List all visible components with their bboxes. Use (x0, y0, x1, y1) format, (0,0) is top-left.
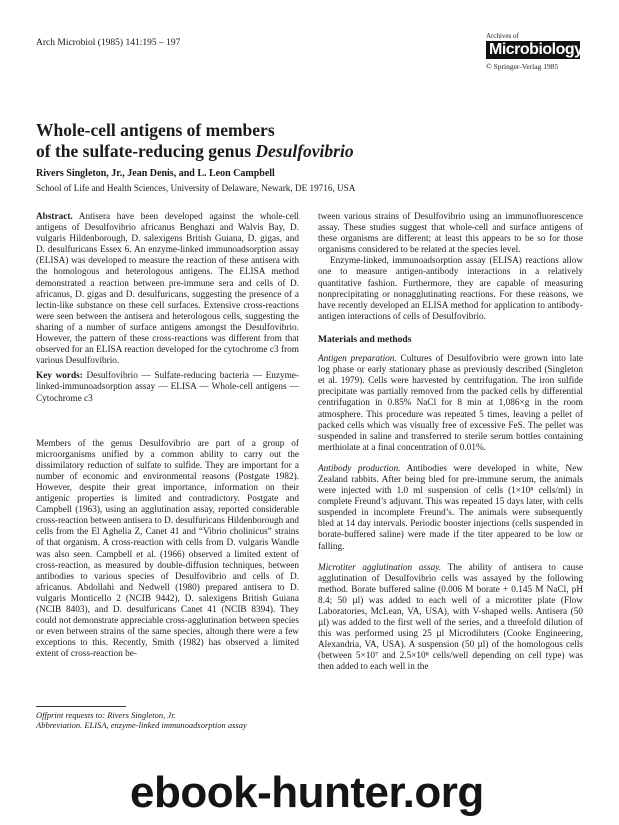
copyright: © Springer-Verlag 1985 (486, 62, 559, 71)
watermark: ebook-hunter.org (130, 768, 484, 817)
title-genus: Desulfovibrio (255, 141, 354, 161)
footnotes (36, 710, 299, 730)
abstract (36, 212, 299, 367)
title-line-1: Whole-cell antigens of members (36, 120, 275, 140)
elisa-paragraph: Enzyme-linked, immunoadsorption assay (ELISA) reactions allow one to measure antigen-antibody interactions in a relatively quantitative fashion. Furthermore, they are capable of measuring nonprecipitating or nonagglutinating reactions. For these reasons, we have recently developed an ELISA method for application to antibody-antigen interactions of cells of Desulfovibrio. (318, 256, 583, 322)
microtiter-paragraph: Microtiter agglutination assay. The ability of antisera to cause agglutination of Desulfovibrio cells was assayed by the following method. Borate buffered saline (0.006 M borate + 0.145 M NaCl, pH 8.4; 50 µl) was added to each well of a microtiter plate (Flow Laboratories, McLean, VA, USA), with V-shaped wells. Antisera (50 µl) was added to the first well of the series, and a threefold dilution of this was performed using 25 µl Microdiluters (Cooke Engineering, Alexandria, VA, USA). A suspension (50 µl) of the homologous cells (between 5×10⁷ and 2.5×10⁸ cells/well depending on cell type) was then added to each well in the (318, 562, 583, 673)
journal-logo (486, 32, 583, 71)
journal-name-large: Microbiology (486, 41, 580, 59)
abstract-label: Abstract. (36, 212, 73, 222)
section-heading-methods: Materials and methods (318, 334, 412, 345)
footnote-abbreviation: Abbreviation. ELISA, enzyme-linked immunoadsorption assay (36, 720, 247, 730)
microtiter-label: Microtiter agglutination assay. (318, 562, 442, 573)
footnote-divider (36, 706, 126, 707)
abstract-text: Antisera have been developed against the whole-cell antigens of Desulfovibrio africanus Benghazi and Walvis Bay, D. vulgaris Hildenborough, D. salexigens British Guiana, D. gigas, and D. desulfuricans Essex 6. An enzyme-linked immunoadsorption assay (ELISA) was developed to measure the reaction of these antisera with the homologous and heterologous antigens. The ELISA method demonstrated a reaction between pre-immune sera and cells of D. africanus, D. gigas and D. desulfuricans, suggesting the presence of a lectin-like substance on these cell surfaces. Extensive cross-reactions were seen between the antisera and heterologous cells, suggesting the sharing of a number of surface antigens amongst the Desulfovibrio. However, the pattern of these cross-reactions was different from that observed for an ELISA reaction developed for the cytochrome c3 from various Desulfovibrio. (36, 212, 299, 367)
title-line-2: of the sulfate-reducing genus Desulfovibrio (36, 141, 354, 161)
right-column (318, 212, 583, 674)
authors: Rivers Singleton, Jr., Jean Denis, and L. Leon Campbell (36, 168, 275, 179)
keywords (36, 371, 299, 404)
affiliation: School of Life and Health Sciences, University of Delaware, Newark, DE 19716, USA (36, 183, 356, 193)
antigen-label: Antigen preparation. (318, 354, 397, 365)
article-title (36, 120, 486, 162)
intro-continued: tween various strains of Desulfovibrio using an immunofluorescence assay. These studies suggest that whole-cell and surface antigens of these organisms are different; at least this appears to be so for those organisms considered to be related at the species level. (318, 212, 583, 256)
keywords-text: Desulfovibrio — Sulfate-reducing bacteria — Enzyme-linked-immunoadsorption assay — ELISA — Whole-cell antigens — Cytochrome c3 (36, 371, 299, 404)
introduction: Members of the genus Desulfovibrio are part of a group of microorganisms unified by a common ability to carry out the dissimilatory reduction of sulfate to sulfide. They are important for a number of economic and environmental reasons (Postgate 1982). However, despite their great importance, information on their antigenic properties is limited and contradictory. Postgate and Campbell (1963), using an agglutination assay, reported considerable cross-reaction between antisera to D. desulfuricans Hildenborough and cells from the El Aghelia Z, Canet 41 and “Vibrio cholinicus” strains of that organism. A cross-reaction with cells from D. vulgaris Wandle was also seen. Campbell et al. (1966) observed a limited extent of cross-reaction, as measured by double-diffusion techniques, between antibodies to various species of Desulfovibrio and cells of D. africanus. Abdollahi and Nedwell (1980) prepared antisera to D. vulgaris Monticello 2 (NCIB 9442), D. salexigens British Guiana (NCIB 8403), and D. desulfuricans Canet 41 (NCIB 8394). They could not demonstrate appreciable cross-agglutination between species or even between strains of the same species, altough there were a few exceptions to this. Recently, Smith (1982) has observed a limited extent of cross-reaction be- (36, 438, 299, 660)
antigen-paragraph: Antigen preparation. Cultures of Desulfovibrio were grown into late log phase or early stationary phase as previously described (Singleton et al. 1979). Cells were harvested by centrifugation. The iron sulfide precipitate was partially removed from the packed cells by differential centrifugation in 0.85% NaCl for 8 min at 1,086×g in the room atmosphere. This procedure was repeated 5 times, leaving a pellet of packed cells which was visually free of excessive FeS. The pellet was suspended in saline and transferred to sterile serum bottles containing merthiolate at a final concentration of 0.01%. (318, 354, 584, 453)
antibody-paragraph: Antibody production. Antibodies were developed in white, New Zealand rabbits. After being bled for pre-immune serum, the animals were injected with 1.0 ml suspension of cells (1×10⁸ cells/ml) in complete Freund’s adjuvant. This was repeated 15 days later, with cells suspended in incomplete Freund’s. The animals were subsequently bled at 14 day intervals. Periodic booster injections (cells suspended in borate-buffered saline) were made if the titer appeared to be low or falling. (318, 463, 583, 552)
journal-name-small: Archives of (486, 32, 519, 40)
keywords-label: Key words: (36, 371, 83, 382)
left-column (36, 212, 299, 660)
journal-citation: Arch Microbiol (1985) 141:195 – 197 (36, 38, 181, 48)
footnote-offprint: Offprint requests to: Rivers Singleton, Jr. (36, 710, 176, 720)
antibody-label: Antibody production. (318, 463, 401, 474)
